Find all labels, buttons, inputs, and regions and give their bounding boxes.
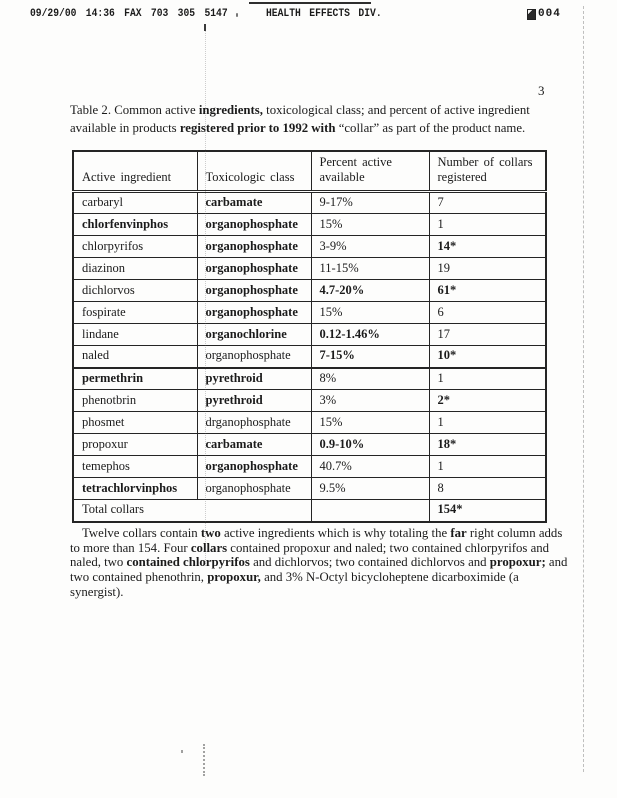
table-cell: organophosphate xyxy=(197,214,311,236)
caption-segment: registered prior to 1992 with xyxy=(179,120,336,135)
header-overline xyxy=(249,2,371,4)
table-cell: 2* xyxy=(429,390,546,412)
table-cell: 15% xyxy=(311,214,429,236)
table-cell: 0.12-1.46% xyxy=(311,324,429,346)
scan-artifact-right-fold-line xyxy=(583,6,584,772)
table-cell: phosmet xyxy=(73,412,197,434)
table-cell: 17 xyxy=(429,324,546,346)
table-cell: 0.9-10% xyxy=(311,434,429,456)
footnote-segment: propoxur, xyxy=(207,570,261,585)
table-row xyxy=(73,390,546,412)
scan-artifact-top-tick xyxy=(204,24,206,31)
table-row xyxy=(73,236,546,258)
table-row xyxy=(73,456,546,478)
table-cell: drganophosphate xyxy=(197,412,311,434)
table-cell: dichlorvos xyxy=(73,280,197,302)
footnote-segment: and 3% N-Octyl bicycloheptene dicarboximide (a xyxy=(260,570,519,585)
table-cell: naled xyxy=(73,346,197,368)
footnote-segment: naled, two xyxy=(70,555,127,570)
column-header: Active ingredient xyxy=(73,151,197,192)
table-row xyxy=(73,192,546,214)
table-row xyxy=(73,280,546,302)
table-cell: 8 xyxy=(429,478,546,500)
footnote-segment: Twelve collars contain xyxy=(82,526,201,540)
table-cell: diazinon xyxy=(73,258,197,280)
table-cell: 1 xyxy=(429,412,546,434)
table-cell: 10* xyxy=(429,346,546,368)
fax-page-icon xyxy=(527,9,536,20)
table-caption xyxy=(70,102,575,137)
scan-artifact-mid-dotted-line xyxy=(205,24,206,566)
caption-segment: available in products xyxy=(70,120,180,135)
column-header: Percent active available xyxy=(311,151,429,192)
table-cell: organophosphate xyxy=(197,280,311,302)
table-cell: chlorpyrifos xyxy=(73,236,197,258)
table-cell: 19 xyxy=(429,258,546,280)
table-cell: 3% xyxy=(311,390,429,412)
table-cell: tetrachlorvinphos xyxy=(73,478,197,500)
table-cell: carbamate xyxy=(197,434,311,456)
footnote-segment: synergist). xyxy=(70,584,124,599)
scan-artifact-header-dot xyxy=(236,13,238,17)
table-cell: Total collars xyxy=(73,500,311,522)
table-cell: 4.7-20% xyxy=(311,280,429,302)
footnote-segment: and xyxy=(545,555,568,570)
table-cell: 3-9% xyxy=(311,236,429,258)
table-cell: 9.5% xyxy=(311,478,429,500)
table-row xyxy=(73,214,546,236)
footnote-segment: active ingredients which is why totaling the xyxy=(220,526,451,540)
table-row xyxy=(73,324,546,346)
table-cell: carbamate xyxy=(197,192,311,214)
table-cell: organochlorine xyxy=(197,324,311,346)
fax-page-stamp-number: 004 xyxy=(538,8,561,20)
table-cell: 9-17% xyxy=(311,192,429,214)
table-cell: organophosphate xyxy=(197,478,311,500)
footnote-segment: two contained phenothrin, xyxy=(70,570,208,585)
table-row xyxy=(73,434,546,456)
fax-header-title: HEALTH EFFECTS DIV. xyxy=(266,8,382,20)
caption-segment: Table 2. Common active xyxy=(70,103,199,117)
table-cell: 1 xyxy=(429,214,546,236)
footnote-segment: contained propoxur and naled; two contained chlorpyrifos and xyxy=(227,540,550,555)
table-cell: permethrin xyxy=(73,368,197,390)
caption-segment: toxicological class; and percent of active ingredient xyxy=(262,103,530,117)
caption-segment: “collar” as part of the product name. xyxy=(335,120,526,135)
table-cell: 61* xyxy=(429,280,546,302)
page-number: 3 xyxy=(538,83,545,98)
table-cell: organophosphate xyxy=(197,456,311,478)
footnote-segment: and dichlorvos; two contained dichlorvos and xyxy=(249,555,490,570)
footnote-segment: contained chlorpyrifos xyxy=(126,555,250,570)
table-cell: fospirate xyxy=(73,302,197,324)
table-row xyxy=(73,412,546,434)
footnote-segment: propoxur; xyxy=(489,555,546,570)
caption-segment: ingredients, xyxy=(198,103,263,117)
table-cell: carbaryl xyxy=(73,192,197,214)
footnote-segment: right column adds xyxy=(466,526,563,540)
table-cell: 11-15% xyxy=(311,258,429,280)
table-cell: 7 xyxy=(429,192,546,214)
table-cell: 1 xyxy=(429,456,546,478)
table-row xyxy=(73,500,546,522)
table-cell: 6 xyxy=(429,302,546,324)
table-cell: propoxur xyxy=(73,434,197,456)
table-cell: 154* xyxy=(429,500,546,522)
ingredients-table xyxy=(72,150,547,523)
table-cell: 7-15% xyxy=(311,346,429,368)
table-cell: organophosphate xyxy=(197,302,311,324)
table-row xyxy=(73,302,546,324)
column-header: Number of collars registered xyxy=(429,151,546,192)
table-cell: lindane xyxy=(73,324,197,346)
table-row xyxy=(73,346,546,368)
table-cell: 8% xyxy=(311,368,429,390)
fax-timestamp-line: 09/29/00 14:36 FAX 703 305 5147 xyxy=(30,8,228,20)
footnote-segment: two xyxy=(200,526,221,540)
table-cell xyxy=(311,500,429,522)
table-cell: pyrethroid xyxy=(197,390,311,412)
scan-artifact-bottom-dot xyxy=(181,750,183,753)
table-row xyxy=(73,478,546,500)
footnote-segment: collars xyxy=(190,540,228,555)
table-cell: pyrethroid xyxy=(197,368,311,390)
table-cell: 14* xyxy=(429,236,546,258)
table-row xyxy=(73,258,546,280)
table-header-row xyxy=(73,151,546,192)
scan-artifact-bottom-dashes xyxy=(203,744,205,776)
table-cell: phenotbrin xyxy=(73,390,197,412)
footnote-segment: to more than 154. Four xyxy=(70,540,191,555)
table-row xyxy=(73,368,546,390)
footnote-segment: far xyxy=(450,526,467,540)
table-cell: 1 xyxy=(429,368,546,390)
table-cell: chlorfenvinphos xyxy=(73,214,197,236)
table-cell: 15% xyxy=(311,302,429,324)
table-footnote xyxy=(70,526,578,600)
fax-page-stamp xyxy=(527,8,561,20)
table-cell: 40.7% xyxy=(311,456,429,478)
table-cell: 18* xyxy=(429,434,546,456)
table-cell: 15% xyxy=(311,412,429,434)
table-cell: temephos xyxy=(73,456,197,478)
table-cell: organophosphate xyxy=(197,236,311,258)
table-cell: organophosphate xyxy=(197,258,311,280)
table-cell: organophosphate xyxy=(197,346,311,368)
column-header: Toxicologic class xyxy=(197,151,311,192)
